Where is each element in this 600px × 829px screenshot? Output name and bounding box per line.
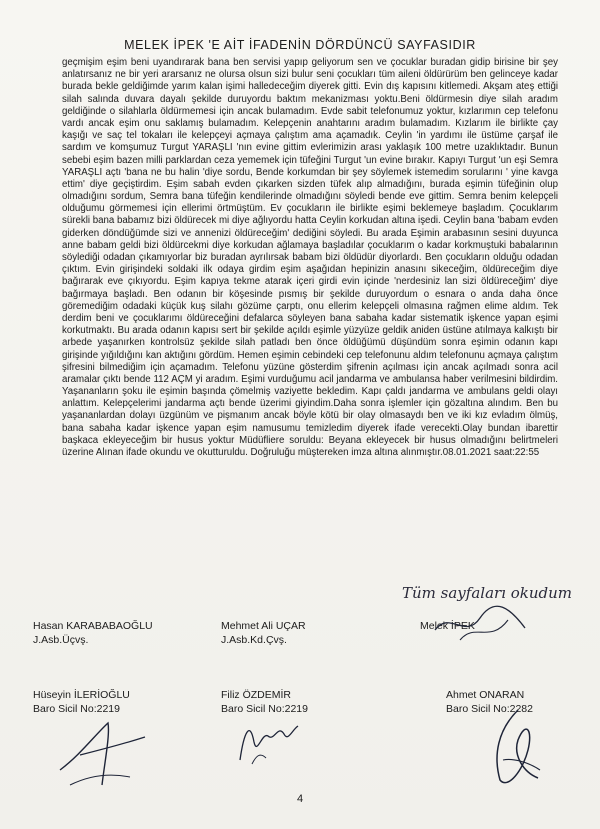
signature-ozdemir xyxy=(232,712,312,772)
signatory-name: Hüseyin İLERİOĞLU xyxy=(33,689,130,701)
statement-body xyxy=(62,57,558,459)
signatory-ucar xyxy=(221,619,306,647)
signatory-karababaoglu xyxy=(33,619,153,647)
signatory-role: Baro Sicil No:2219 xyxy=(221,703,308,715)
handwritten-note-text: Tüm sayfaları okudum xyxy=(402,584,573,602)
page-number: 4 xyxy=(296,793,304,805)
signatory-name: Ahmet ONARAN xyxy=(446,689,525,701)
signatory-role: J.Asb.Kd.Çvş. xyxy=(221,634,287,646)
signatory-role: Baro Sicil No:2282 xyxy=(446,703,533,715)
signatory-name: Mehmet Ali UÇAR xyxy=(221,620,306,632)
signatory-name: Melek İPEK xyxy=(420,620,475,632)
signature-ilerioglu xyxy=(50,715,160,790)
signatory-role: J.Asb.Üçvş. xyxy=(33,634,89,646)
signature-onaran xyxy=(478,700,558,795)
signatory-role: Baro Sicil No:2219 xyxy=(33,703,120,715)
signature-ipek xyxy=(430,600,540,650)
statement-paragraph: geçmişim eşim beni uyandırarak bana ben servisi yapıp geliyorum sen ve çocuklar buradan gidip birisine bir şey anlatırsanız ne bir yeri ararsanız ne olursa olsun sizi bulur seni çocukları tüm aileni öldürürüm ben gelinceye kadar burada bekle geldiğimde yarım kalan işimi halledeceğim diyerek gitti. Evin dış kapısını kitlemedi. Akşam ateş ettiği silah salında duvara dayalı şekilde duruyordu baktım mekanizması yoktu.Beni öldürmesin diye silah aradım geldiğinde o silahlarla öldürmemesi için ancak bulamadım. Evde sabit telefonumuz yoktur, kızlarımın cep telefonu vardı ancak eşim onu saklamış bulamadım. Kelepçenin anahtarını aradım bulamadım. Kızlarım ile birlikte çay kaşığı ve saç tel tokaları ile kelepçeyi açmaya çalıştım ama açamadık. Ceylin 'in yardımı ile üstüme çarşaf ile sardım ve komşumuz Turgut YARAŞLI 'nın evine gittim evlerimizin arası yaklaşık 100 metre uzaklıktadır. Bunun sebebi eşim bazen milli parklardan ceza yememek için tüfeğini Turgut 'un evine bırakır. Kapıyı Turgut 'un eşi Semra YARAŞLI açtı 'bana ne bu halin 'diye sordu, Bende korkumdan bir şey söylemek istemedim sorularını ' yine kavga ettim' diye geçiştirdim. Eşim sabah evden çıkarken sizden tüfek alıp almadığını, burada eşimin tüfeğinin olup olmadığını sordum, Semra bana tüfeğin kendilerinde olmadığını söyledi bende eve gittim. Semra benim kelepçeli olduğumu görmemesi için ellerimi örtmüştüm. Ev çocukların ile birlikte eşimi beklemeye başladım. Çocuklarım sürekli bana babamız bizi öldürecek mi diye ağlıyordu hatta Ceylin korkudan altına işedi. Ceylin bana 'babam evden giderken döndüğümde sizi ve annenizi öldüreceğim' dediğini söyledi. Bu arada Eşimin arabasının sesini duyunca anne babam geldi bizi öldürcekmi diye korkudan ağlamaya başladılar çocuklarım o kadar korkmuştuki babalarının söylediği odadan çıkamıyorlar biz buradan ayrılırsak babam bizi öldüdür diyorlardı. Ben çocukların olduğu odadan çıktım. Evin girişindeki soldaki ilk odaya girdim eşim aşağıdan hepinizin anasını sikeceğim, öldüreceğim diye bağırarak eve çıkıyordu. Eşim kapıya tekme atarak içeri girdi evin içinde 'nerdesiniz lan sizi öldüreceğim' diye bağırmaya başladı. Ben odanın bir köşesinde pısmış bir şekilde duruyordum o esnara o anda daha önce göremediğim odadaki küçük kuş silahı gözüme çarptı, onu ellerim kelepçeli olmasına rağmen elime aldım. Tek derdim beni ve çocuklarımı öldüreceğini defalarca söyleyen bana sabaha kadar sistematik işkence yapan eşimi korkutmaktı. Bu arada odanın kapısı sert bir şekilde açıldı eşimle yüzyüze geldik aniden üstüne atılmaya kalkıştı bir arbede yaşanırken kontrolsüz şekilde silah patladı ben önce öldüğümü düşündüm sonra eşimin odanın kapı girişinde yığıldığını kan aktığını gördüm. Hemen eşimin cebindeki cep telefonunu aldım telefonunu açmaya çalıştım şifresini bilmediğim için açamadım. Telefonu yüzüne gösterdim şifrenin açılması için ancak açılmadı sonra acil aramalar çıktı bende 112 AÇM yi aradım. Eşimi vurduğumu acil jandarma ve ambulansa haber verilmesini bildirdim. Yaşananların şoku ile eşimin başında çömelmiş vaziyette bekledim. Kapı çaldı jandarma ve ambulans geldi olayı anlattım. Kelepçelerimi jandarma açtı bende üzerimi giyindim.Daha sonra işlemler için gözaltına alındım. Ben bu yaşananlardan dolayı üzgünüm ve pişmanım ancak böyle kötü bir olay olmasaydı ben ve iki kız evladım ölmüş, bana sabaha kadar işkence yapan eşim namusumu temizledim diyerek ifade verecekti.Olay bundan ibarettir başkaca ekleyeceğim bir husus yoktur Müdüfliere soruldu: Beyana ekleyecek bir husus olmadığını belirtmeleri üzerine Alınan ifade okundu ve okutturuldu. Doğruluğu müştereken imza altına alınmıştır.08.01.2021 saat:22:55 xyxy=(62,57,558,458)
signatory-ilerioglu xyxy=(33,688,130,716)
signatory-name: Hasan KARABABAOĞLU xyxy=(33,620,153,632)
signatory-name: Filiz ÖZDEMİR xyxy=(221,689,291,701)
document-title: MELEK İPEK 'E AİT İFADENİN DÖRDÜNCÜ SAYFASIDIR xyxy=(124,38,476,52)
